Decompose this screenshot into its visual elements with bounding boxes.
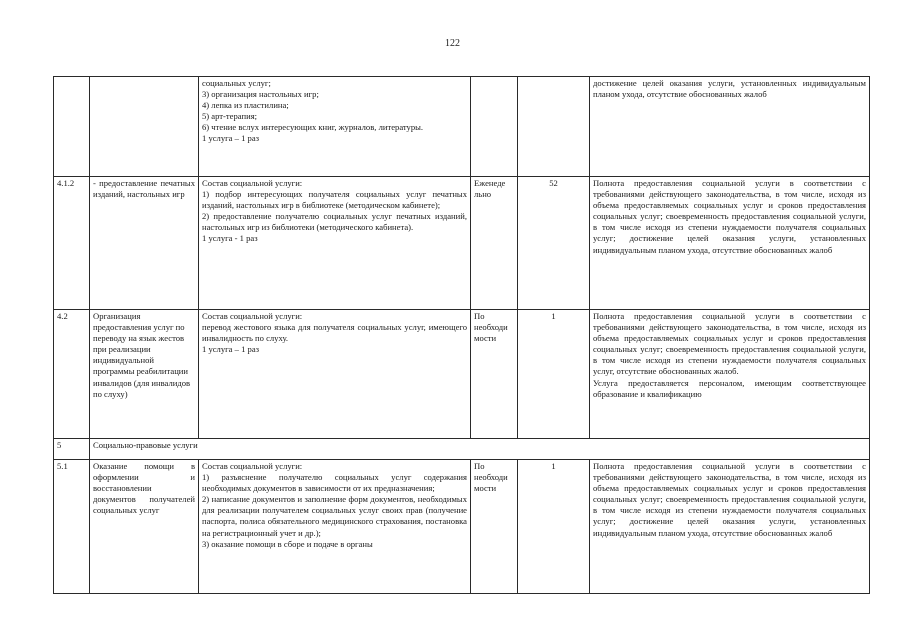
row-number: [54, 77, 90, 177]
services-table: [53, 76, 870, 594]
service-frequency: По необходи мости: [471, 460, 518, 594]
row-number: 5.1: [54, 460, 90, 594]
service-name: Организация предоставления услуг по переводу на язык жестов при реализации индивидуальной программы реабилитации инвалидов (для инвалидов по слуху): [90, 310, 199, 439]
service-content: Состав социальной услуги: 1) подбор интересующих получателя социальных услуг печатных изданий, настольных игр в библиотеке (методическом кабинете); 2) предоставление получателю социальных услуг печатных изданий, настольных игр из библиотеки (методического кабинета). 1 услуга - 1 раз: [199, 177, 471, 310]
page-number: 122: [445, 38, 460, 49]
table-row: [54, 77, 870, 177]
service-content: Состав социальной услуги: 1) разъяснение получателю социальных услуг содержания необходимых документов в зависимости от их предназначения; 2) написание документов и заполнение форм документов, необходимых для реализации получателем социальных услуг своих прав (получение паспорта, полиса обязательного медицинского страхования, постановка на регистрационный учет и др.); 3) оказание помощи в сборе и подаче в органы: [199, 460, 471, 594]
service-count: 1: [518, 310, 590, 439]
service-name: Оказание помощи в оформлении и восстановлении документов получателей социальных услуг: [90, 460, 199, 594]
table-row: [54, 177, 870, 310]
quality-criteria: достижение целей оказания услуги, установленных индивидуальным планом ухода, отсутствие обоснованных жалоб: [590, 77, 870, 177]
service-frequency: Еженеде льно: [471, 177, 518, 310]
quality-criteria: Полнота предоставления социальной услуги в соответствии с требованиями действующего законодательства, в том числе, исходя из объема предоставляемых социальных услуг и сроков предоставления социальных услуг; своевременность предоставления социальной услуги, в том числе исходя из степени нуждаемости получателя социальных услуг; достижение целей оказания услуги, установленных индивидуальным планом ухода, отсутствие обоснованных жалоб: [590, 177, 870, 310]
section-title: Социально-правовые услуги: [90, 439, 870, 460]
service-frequency: [471, 77, 518, 177]
service-name: [90, 77, 199, 177]
quality-criteria: Полнота предоставления социальной услуги в соответствии с требованиями действующего законодательства, в том числе, исходя из объема предоставляемых социальных услуг и сроков предоставления социальных услуг; своевременность предоставления социальной услуги, в том числе исходя из степени нуждаемости получателя социальных услуг, отсутствие обоснованных жалоб. Услуга предоставляется персоналом, имеющим соответствующее образование и квалификацию: [590, 310, 870, 439]
section-row: [54, 439, 870, 460]
row-number: 4.2: [54, 310, 90, 439]
section-number: 5: [54, 439, 90, 460]
row-number: 4.1.2: [54, 177, 90, 310]
service-count: [518, 77, 590, 177]
table-row: [54, 310, 870, 439]
service-count: 1: [518, 460, 590, 594]
service-frequency: По необходи мости: [471, 310, 518, 439]
table-row: [54, 460, 870, 594]
service-content: социальных услуг; 3) организация настольных игр; 4) лепка из пластилина; 5) арт-терапия; 6) чтение вслух интересующих книг, журналов, литературы. 1 услуга – 1 раз: [199, 77, 471, 177]
service-name: - предоставление печатных изданий, настольных игр: [90, 177, 199, 310]
service-content: Состав социальной услуги: перевод жестового языка для получателя социальных услуг, имеющего инвалидность по слуху. 1 услуга – 1 раз: [199, 310, 471, 439]
quality-criteria: Полнота предоставления социальной услуги в соответствии с требованиями действующего законодательства, в том числе, исходя из объема предоставляемых социальных услуг и сроков предоставления социальных услуг; своевременность предоставления социальной услуги, в том числе исходя из степени нуждаемости получателя социальных услуг; достижение целей оказания услуги, установленных индивидуальным планом ухода, отсутствие обоснованных жалоб: [590, 460, 870, 594]
service-count: 52: [518, 177, 590, 310]
